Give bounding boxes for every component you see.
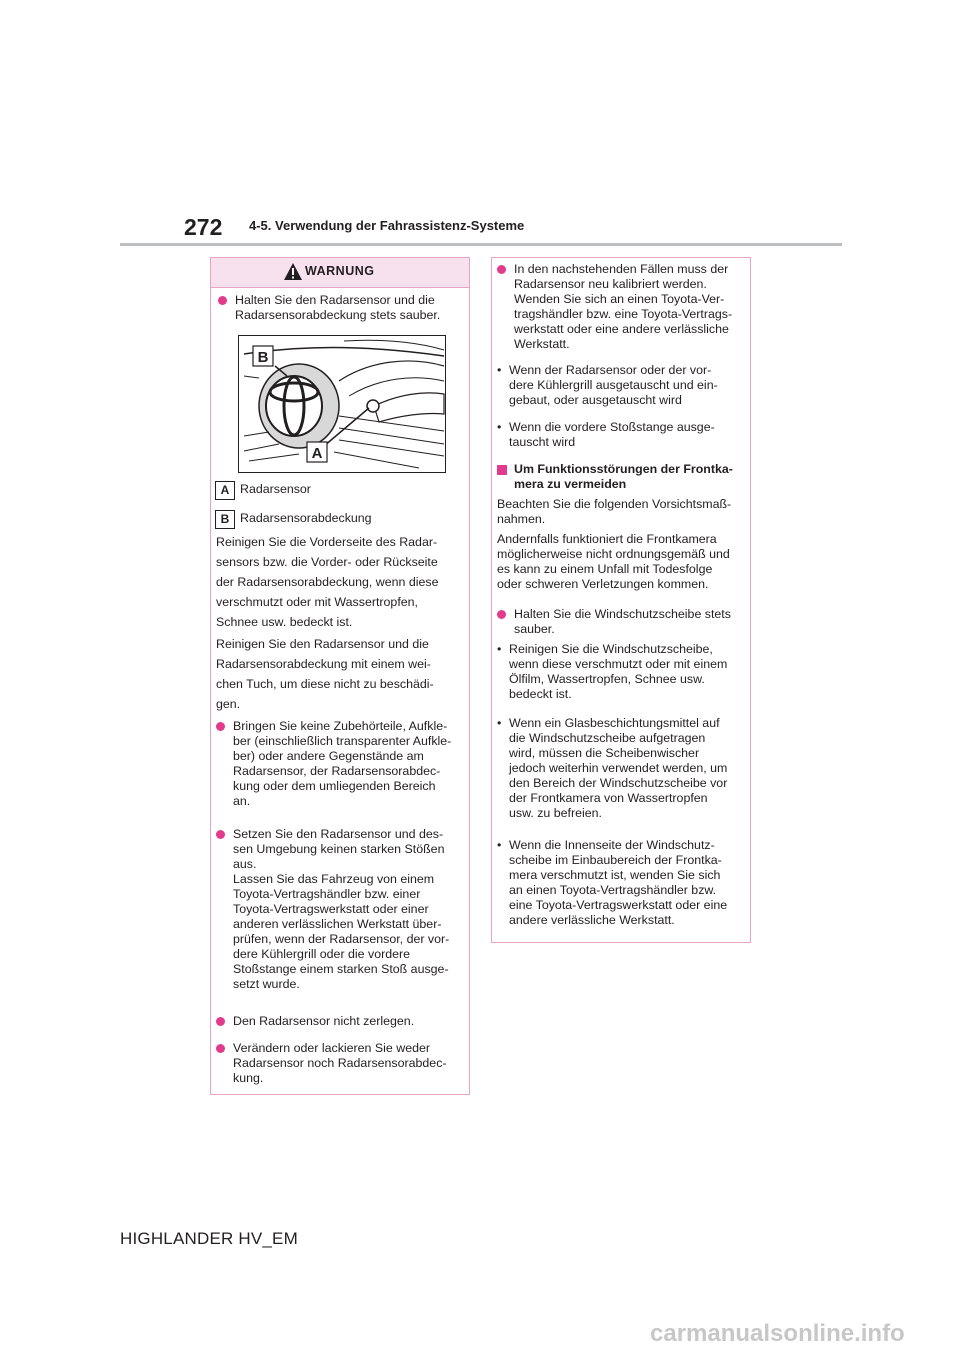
bullet-text xyxy=(514,262,732,352)
warning-para-soft-cloth xyxy=(216,634,466,714)
sub-text xyxy=(509,716,727,821)
text-line: kung oder dem umliegenden Bereich xyxy=(233,779,436,793)
text-line: der Radarsensorabdeckung, wenn diese xyxy=(216,575,439,589)
bullet-dot xyxy=(216,830,225,839)
text-line: Beachten Sie die folgenden Vorsichtsmaß- xyxy=(497,497,732,511)
sub-text xyxy=(509,420,715,450)
text-line: Wenn die vordere Stoßstange ausge- xyxy=(509,420,715,434)
text-line: Radarsensorabdeckung stets sauber. xyxy=(235,308,441,322)
text-line: aus. xyxy=(233,857,257,871)
text-line: Radarsensor noch Radarsensorabdec- xyxy=(233,1056,447,1070)
text-line: dere Kühlergrill oder die vordere xyxy=(233,947,411,961)
bullet-text xyxy=(233,827,449,992)
bullet-dot xyxy=(216,1017,225,1026)
text-line: setzt wurde. xyxy=(233,977,300,991)
text-line: prüfen, wenn der Radarsensor, der vor- xyxy=(233,932,450,946)
text-line: gebaut, oder ausgetauscht wird xyxy=(509,393,682,407)
text-line: andere verlässliche Werkstatt. xyxy=(509,913,675,927)
text-line: Andernfalls funktioniert die Frontkamera xyxy=(497,532,717,546)
bullet-text xyxy=(233,1014,414,1029)
text-line: tauscht wird xyxy=(509,435,576,449)
text-line: mera zu vermeiden xyxy=(514,477,627,491)
legend-badge-a: A xyxy=(215,481,235,500)
text-line: Ölfilm, Wassertropfen, Schnee usw. xyxy=(509,672,705,686)
text-line: es kann zu einem Unfall mit Todesfolge xyxy=(497,562,713,576)
text-line: wenn diese verschmutzt oder mit einem xyxy=(509,657,728,671)
warning-header xyxy=(211,258,469,288)
watermark: carmanualsonline.info xyxy=(650,1320,905,1347)
bullet-dot xyxy=(218,296,227,305)
text-line: Bringen Sie keine Zubehörteile, Aufkle- xyxy=(233,719,448,733)
text-line: Radarsensor, der Radarsensorabdec- xyxy=(233,764,441,778)
text-line: nahmen. xyxy=(497,512,546,526)
text-line: den Bereich der Windschutzscheibe vor xyxy=(509,776,728,790)
figure-label-b: B xyxy=(257,349,269,366)
text-line: kung. xyxy=(233,1071,264,1085)
text-line: Stoßstange einem starken Stoß ausge- xyxy=(233,962,449,976)
text-line: ber) oder andere Gegenstände am xyxy=(233,749,424,763)
footer-model: HIGHLANDER HV_EM xyxy=(120,1229,298,1248)
text-line: Reinigen Sie die Vorderseite des Radar- xyxy=(216,535,438,549)
page-number: 272 xyxy=(184,214,223,240)
text-line: Halten Sie den Radarsensor und die xyxy=(235,293,435,307)
sub-text xyxy=(509,363,718,408)
text-line: oder schweren Verletzungen kommen. xyxy=(497,577,709,591)
text-line: Reinigen Sie den Radarsensor und die xyxy=(216,637,429,651)
text-line: Wenden Sie sich an einen Toyota-Ver- xyxy=(514,292,725,306)
warning-triangle-icon xyxy=(283,262,303,281)
text-line: Den Radarsensor nicht zerlegen. xyxy=(233,1014,415,1028)
text-line: ber (einschließlich transparenter Aufkle- xyxy=(233,734,452,748)
bullet-text xyxy=(235,293,440,323)
sub-text xyxy=(509,642,727,702)
text-line: sen Umgebung keinen starken Stößen xyxy=(233,842,445,856)
radar-sensor-illustration xyxy=(239,336,445,472)
text-line: möglicherweise nicht ordnungsgemäß und xyxy=(497,547,730,561)
radar-sensor-figure xyxy=(238,335,446,473)
text-line: jedoch weiterhin verwendet werden, um xyxy=(509,761,728,775)
text-line: gen. xyxy=(216,697,241,711)
text-line: usw. zu befreien. xyxy=(509,806,602,820)
text-line: Reinigen Sie die Windschutzscheibe, xyxy=(509,642,713,656)
bullet-dot xyxy=(497,610,506,619)
text-line: wird, müssen die Scheibenwischer xyxy=(509,746,700,760)
figure-label-a: A xyxy=(311,445,323,462)
text-line: Toyota-Vertragswerkstatt oder einer xyxy=(233,902,429,916)
text-line: der Frontkamera von Wassertropfen xyxy=(509,791,708,805)
warning-title: WARNUNG xyxy=(305,264,375,278)
sub-bullet-mark: • xyxy=(497,838,502,852)
bullet-dot xyxy=(216,722,225,731)
bullet-text xyxy=(233,719,451,809)
text-line: scheibe im Einbaubereich der Frontka- xyxy=(509,853,722,867)
text-line: bedeckt ist. xyxy=(509,687,572,701)
legend-text-b: Radarsensorabdeckung xyxy=(240,511,372,525)
section-title: 4-5. Verwendung der Fahrassistenz-Systeme xyxy=(249,218,525,233)
header-rule xyxy=(120,243,842,246)
bullet-text xyxy=(514,607,731,637)
sub-bullet-mark: • xyxy=(497,716,502,730)
legend-radar-cover xyxy=(215,510,465,530)
text-line: Toyota-Vertragshändler bzw. einer xyxy=(233,887,421,901)
text-line: an. xyxy=(233,794,251,808)
text-line: an einen Toyota-Vertragshändler bzw. xyxy=(509,883,717,897)
sub-bullet-mark: • xyxy=(497,363,502,377)
text-line: eine Toyota-Vertragswerkstatt oder eine xyxy=(509,898,728,912)
right-para-consequence xyxy=(497,532,747,592)
text-line: Radarsensorabdeckung mit einem wei- xyxy=(216,657,431,671)
text-line: verschmutzt oder mit Wassertropfen, xyxy=(216,595,418,609)
legend-text-a: Radarsensor xyxy=(240,482,311,496)
text-line: Verändern oder lackieren Sie weder xyxy=(233,1041,430,1055)
text-line: anderen verlässlichen Werkstatt über- xyxy=(233,917,442,931)
text-line: Wenn der Radarsensor oder der vor- xyxy=(509,363,712,377)
text-line: mera verschmutzt ist, wenden Sie sich xyxy=(509,868,721,882)
sub-bullet-mark: • xyxy=(497,642,502,656)
text-line: chen Tuch, um diese nicht zu beschädi- xyxy=(216,677,434,691)
text-line: die Windschutzscheibe aufgetragen xyxy=(509,731,706,745)
right-para-precautions xyxy=(497,497,747,527)
text-line: sensors bzw. die Vorder- oder Rückseite xyxy=(216,555,438,569)
text-line: werkstatt oder eine andere verlässliche xyxy=(514,322,729,336)
heading-square-marker xyxy=(497,465,507,475)
heading-text xyxy=(514,462,733,492)
text-line: Wenn ein Glasbeschichtungsmittel auf xyxy=(509,716,720,730)
text-line: dere Kühlergrill ausgetauscht und ein- xyxy=(509,378,718,392)
sub-bullet-mark: • xyxy=(497,420,502,434)
text-line: tragshändler bzw. eine Toyota-Vertrags- xyxy=(514,307,733,321)
text-line: Schnee usw. bedeckt ist. xyxy=(216,615,353,629)
text-line: In den nachstehenden Fällen muss der xyxy=(514,262,729,276)
bullet-text xyxy=(233,1041,447,1086)
text-line: Lassen Sie das Fahrzeug von einem xyxy=(233,872,435,886)
text-line: Radarsensor neu kalibriert werden. xyxy=(514,277,707,291)
warning-para-front-clean xyxy=(216,532,466,632)
text-line: Werkstatt. xyxy=(514,337,570,351)
text-line: sauber. xyxy=(514,622,555,636)
legend-badge-b: B xyxy=(215,510,235,529)
text-line: Halten Sie die Windschutzscheibe stets xyxy=(514,607,731,621)
text-line: Wenn die Innenseite der Windschutz- xyxy=(509,838,715,852)
legend-radar-sensor xyxy=(215,481,465,501)
text-line: Setzen Sie den Radarsensor und des- xyxy=(233,827,444,841)
text-line: Um Funktionsstörungen der Frontka- xyxy=(514,462,733,476)
bullet-dot xyxy=(216,1044,225,1053)
sub-text xyxy=(509,838,727,928)
bullet-dot xyxy=(497,265,506,274)
